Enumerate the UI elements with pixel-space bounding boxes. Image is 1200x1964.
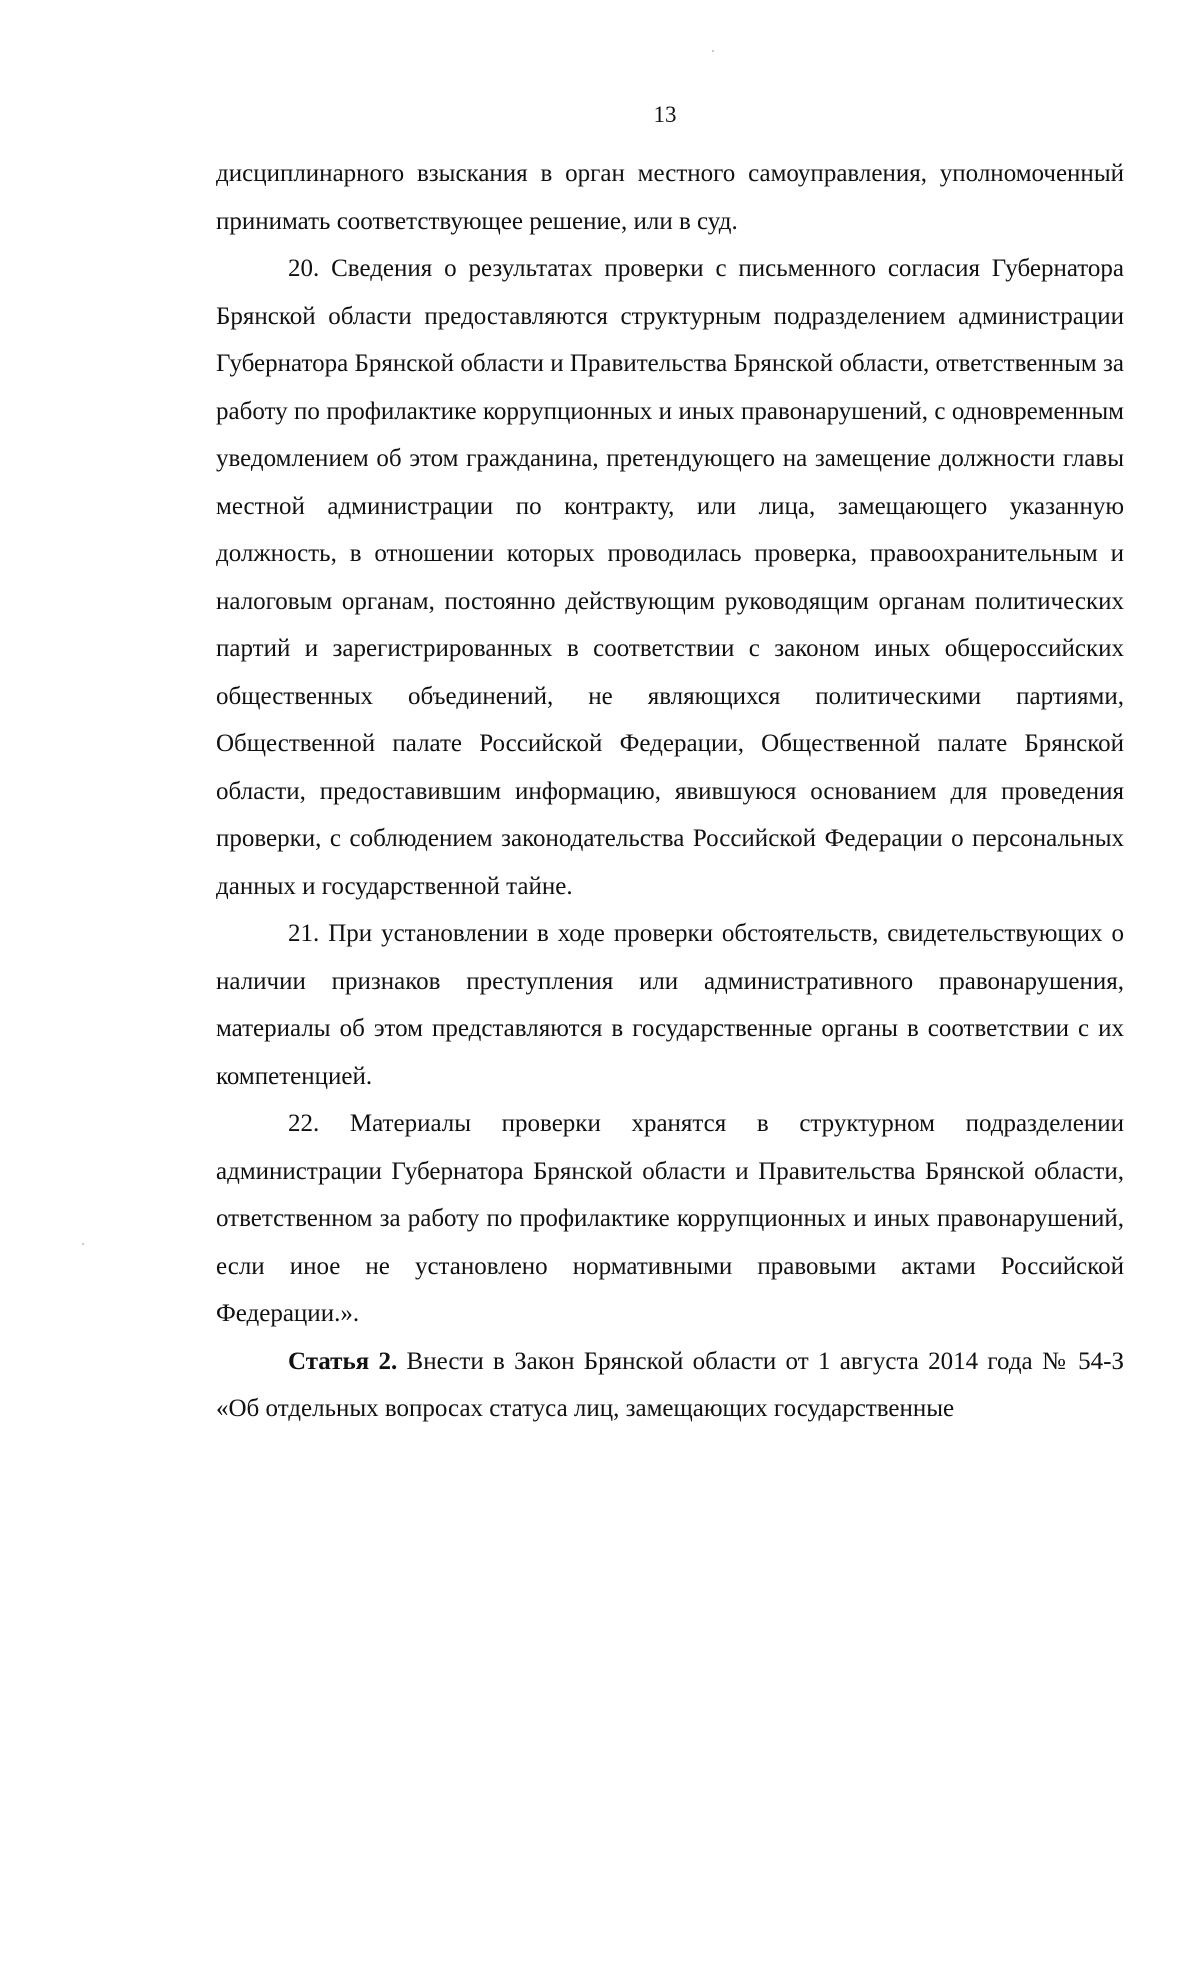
article-2-text: Внести в Закон Брянской области от 1 августа 2014 года № 54-З «Об отдельных вопросах статуса лиц, замещающих государственные (216, 1347, 1124, 1422)
scan-speck (82, 1243, 84, 1245)
paragraph-item-21: 21. При установлении в ходе проверки обстоятельств, свидетельствующих о наличии признаков преступления или административного правонарушения, материалы об этом представляются в государственные органы в соответствии с их компетенцией. (216, 920, 1124, 1090)
article-2-heading: Статья 2. (288, 1347, 398, 1375)
paragraph-item-20: 20. Сведения о результатах проверки с письменного согласия Губернатора Брянской области предоставляются структурным подразделением администрации Губернатора Брянской области и Правительства Брянской области, ответственным за работу по профилактике коррупционных и иных правонарушений, с одновременным уведомлением об этом гражданина, претендующего на замещение должности главы местной администрации по контракту, или лица, замещающего указанную должность, в отношении которых проводилась проверка, правоохранительным и налоговым органам, постоянно действующим руководящим органам политических партий и зарегистрированных в соответствии с законом иных общероссийских общественных объединений, не являющихся политическими партиями, Общественной палате Российской Федерации, Общественной палате Брянской области, предоставившим информацию, явившуюся основанием для проведения проверки, с соблюдением законодательства Российской Федерации о персональных данных и государственной тайне. (216, 255, 1124, 900)
document-body (216, 150, 1124, 1433)
paragraph-item-22: 22. Материалы проверки хранятся в структурном подразделении администрации Губернатора Брянской области и Правительства Брянской области, ответственном за работу по профилактике коррупционных и иных правонарушений, если иное не установлено нормативными правовыми актами Российской Федерации.». (216, 1110, 1124, 1327)
scan-speck (712, 50, 714, 52)
paragraph-article-2 (216, 1338, 1124, 1433)
paragraph-continuation: дисциплинарного взыскания в орган местного самоуправления, уполномоченный принимать соответствующее решение, или в суд. (216, 160, 1124, 235)
page-number: 13 (653, 102, 677, 127)
